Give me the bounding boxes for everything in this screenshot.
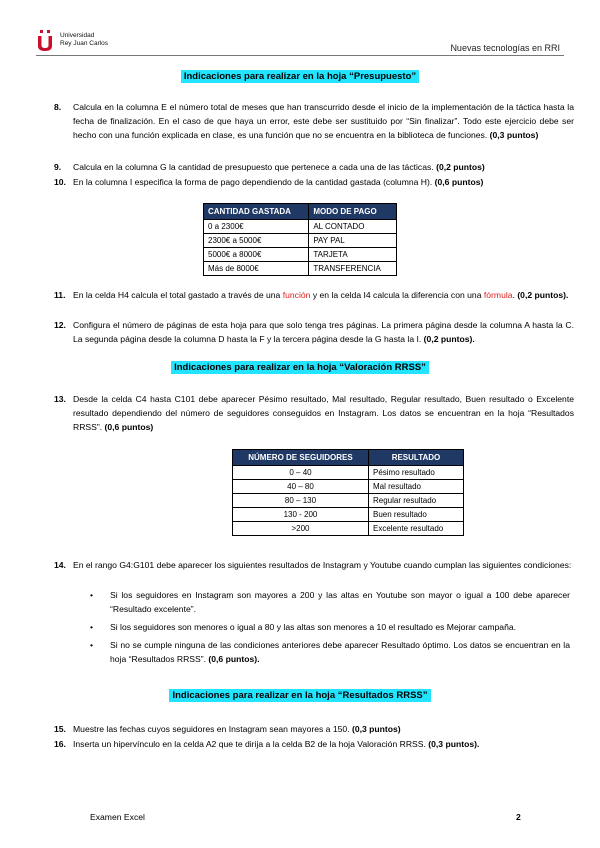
list-item <box>90 620 570 634</box>
table-cell: 2300€ a 5000€ <box>204 234 309 248</box>
column-header: CANTIDAD GASTADA <box>204 204 309 220</box>
table-cell: Mal resultado <box>368 480 463 494</box>
bullet-text: Si los seguidores son menores o igual a 80 y las altas son menores a 10 el resultado es Mejorar campaña. <box>110 622 517 632</box>
item-number: 16. <box>54 739 66 749</box>
item-text: Muestre las fechas cuyos seguidores en Instagram sean mayores a 150. <box>73 724 350 734</box>
table-cell: Más de 8000€ <box>204 262 309 276</box>
table-row <box>204 262 397 276</box>
highlighted-word: función <box>282 290 311 300</box>
instruction-11 <box>54 288 574 302</box>
item-text: Calcula en la columna G la cantidad de presupuesto que pertenece a cada una de las tácticas. <box>73 162 434 172</box>
item-number: 9. <box>54 162 62 172</box>
item-points: (0,6 puntos) <box>104 422 154 432</box>
university-name-line2: Rey Juan Carlos <box>60 40 109 47</box>
table-cell: 0 – 40 <box>233 466 369 480</box>
item-number: 12. <box>54 320 66 330</box>
item-text: . <box>512 290 518 300</box>
table-row <box>233 508 464 522</box>
list-item <box>90 588 570 616</box>
table-row <box>204 248 397 262</box>
item-number: 14. <box>54 560 66 570</box>
column-header: MODO DE PAGO <box>309 204 397 220</box>
item-points: (0,3 puntos) <box>351 724 401 734</box>
table-cell: TRANSFERENCIA <box>309 262 397 276</box>
item-text: En la celda H4 calcula el total gastado a través de una <box>73 290 283 300</box>
item-text: Desde la celda C4 hasta C101 debe aparecer Pésimo resultado, Mal resultado, Regular resultado, Buen resultado o Excelente resultado dependiendo del número de seguidores conseguidos en Instagram. Los datos se encuentran en la hoja “Resultados RRSS”. <box>73 394 574 432</box>
course-title: Nuevas tecnologías en RRI <box>450 43 560 53</box>
bullet-text: Si los seguidores en Instagram son mayores a 200 y las altas en Youtube son mayor o igual a 100 debe aparecer “Resultado excelente”. <box>110 590 570 614</box>
header-divider <box>36 55 564 56</box>
item-number: 13. <box>54 394 66 404</box>
item-points: (0,2 puntos). <box>423 334 475 344</box>
table-cell: Excelente resultado <box>368 522 463 536</box>
item-text: En la columna I especifica la forma de pago dependiendo de la cantidad gastada (columna H). <box>73 177 433 187</box>
results-table <box>232 449 464 536</box>
highlighted-word: fórmula <box>483 290 513 300</box>
table-row <box>233 466 464 480</box>
item-text: Calcula en la columna E el número total de meses que han transcurrido desde el inicio de la implementación de la táctica hasta la fecha de finalización. En el caso de que haya un error, este debe ser sustituido por “Sin finalizar”. Todo este ejercicio debe ser hecho con una función explicada en clase, es una función que no se encuentra en la biblioteca de funciones. <box>73 102 574 140</box>
table-row <box>233 522 464 536</box>
column-header: NÚMERO DE SEGUIDORES <box>233 450 369 466</box>
university-logo <box>36 30 146 52</box>
item-number: 8. <box>54 102 62 112</box>
instruction-8 <box>54 100 574 142</box>
item-points: (0,6 puntos). <box>208 654 260 664</box>
item-points: (0,6 puntos) <box>434 177 484 187</box>
item-points: (0,3 puntos) <box>489 130 539 140</box>
bullet-icon: • <box>90 640 94 650</box>
instruction-14 <box>54 558 574 572</box>
table-row <box>204 220 397 234</box>
table-cell: 130 - 200 <box>233 508 369 522</box>
page-number: 2 <box>516 812 521 822</box>
item-points: (0,3 puntos). <box>428 739 480 749</box>
instruction-12 <box>54 318 574 346</box>
section-title-valoracion: Indicaciones para realizar en la hoja “Valoración RRSS” <box>0 362 600 373</box>
item-text: En el rango G4:G101 debe aparecer los siguientes resultados de Instagram y Youtube cuando cumplan las siguientes condiciones: <box>73 560 572 570</box>
bullet-icon: • <box>90 622 94 632</box>
table-cell: 5000€ a 8000€ <box>204 248 309 262</box>
table-cell: 40 – 80 <box>233 480 369 494</box>
section-title-presupuesto: Indicaciones para realizar en la hoja “Presupuesto” <box>0 71 600 82</box>
table-header-row <box>233 450 464 466</box>
instruction-15 <box>54 722 574 736</box>
instruction-10 <box>54 175 574 189</box>
list-item <box>90 638 570 666</box>
instruction-9 <box>54 160 574 174</box>
item-number: 11. <box>54 290 66 300</box>
table-row <box>233 494 464 508</box>
urjc-logo-icon <box>36 30 54 52</box>
instruction-13 <box>54 392 574 434</box>
item-text: Configura el número de páginas de esta hoja para que solo tenga tres páginas. La primera página desde la columna A hasta la C. La segunda página desde la columna D hasta la F y la tercera página desde la G hasta la I. <box>73 320 574 344</box>
instruction-16 <box>54 737 574 751</box>
table-cell: Buen resultado <box>368 508 463 522</box>
footer-exam-title: Examen Excel <box>90 812 145 822</box>
table-row <box>233 480 464 494</box>
item-number: 10. <box>54 177 66 187</box>
university-name <box>60 32 108 48</box>
section-title-resultados: Indicaciones para realizar en la hoja “Resultados RRSS” <box>0 690 600 701</box>
table-cell: 80 – 130 <box>233 494 369 508</box>
item-points: (0,2 puntos). <box>517 290 569 300</box>
item-text: y en la celda I4 calcula la diferencia con una <box>310 290 484 300</box>
table-cell: TARJETA <box>309 248 397 262</box>
item-number: 15. <box>54 724 66 734</box>
item-points: (0,2 puntos) <box>436 162 485 172</box>
bullet-icon: • <box>90 590 94 600</box>
column-header: RESULTADO <box>368 450 463 466</box>
bullet-text: Si no se cumple ninguna de las condiciones anteriores debe aparecer Resultado óptimo. Los datos se encuentran en la hoja “Resultados RRSS”. <box>110 640 570 664</box>
table-row <box>204 234 397 248</box>
table-cell: >200 <box>233 522 369 536</box>
table-header-row <box>204 204 397 220</box>
table-cell: AL CONTADO <box>309 220 397 234</box>
university-name-line1: Universidad <box>60 32 95 39</box>
item-text: Inserta un hipervínculo en la celda A2 que te dirija a la celda B2 de la hoja Valoración RRSS. <box>73 739 426 749</box>
payment-table <box>203 203 397 276</box>
table-cell: Pésimo resultado <box>368 466 463 480</box>
conditions-list <box>90 588 570 670</box>
table-cell: Regular resultado <box>368 494 463 508</box>
table-cell: PAY PAL <box>309 234 397 248</box>
table-cell: 0 a 2300€ <box>204 220 309 234</box>
